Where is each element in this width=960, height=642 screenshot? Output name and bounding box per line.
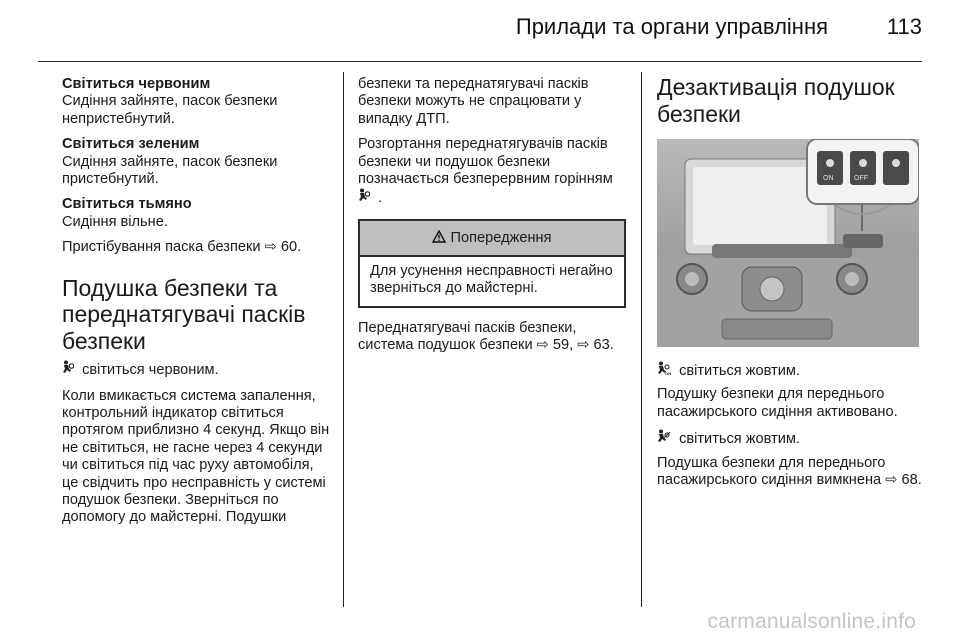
warning-box: [358, 219, 626, 308]
deploy-text: Розгортання переднатягувачів пасків безпеки чи подушок безпеки позначається безперервним горінням: [358, 136, 613, 188]
green-subheading: Світиться зеленим: [62, 136, 200, 153]
green-text: Сидіння зайняте, пасок безпеки пристебнутий.: [62, 153, 278, 188]
airbag-indicator-icon: [358, 190, 374, 206]
references-text: Переднатягувачі пасків безпеки, система подушок безпеки ⇨ 59, ⇨ 63.: [358, 319, 614, 354]
off-description: Подушка безпеки для переднього пасажирського сидіння вимкнена ⇨ 68.: [657, 454, 922, 489]
column-divider-1: [343, 72, 344, 607]
photo-off-label: OFF: [854, 175, 868, 182]
airbag-off-icon: [657, 431, 675, 447]
airbag-section-heading: Подушка безпеки та переднатягувачі пасків безпеки: [62, 274, 306, 354]
svg-text:ON: ON: [665, 371, 671, 375]
dim-text: Сидіння вільне.: [62, 213, 168, 230]
column-divider-2: [641, 72, 642, 607]
header-divider: [38, 61, 922, 62]
on-description: Подушку безпеки для переднього пасажирського сидіння активовано.: [657, 386, 898, 420]
warning-header: [360, 221, 624, 257]
column-3: [657, 74, 923, 489]
red-text: Сидіння зайняте, пасок безпеки непристебнутий.: [62, 93, 278, 127]
warning-triangle-icon: [432, 230, 450, 246]
column-2: безпеки та переднатягувачі пасків безпеки можуть не спрацювати у випадку ДТП. Розгортання переднатягувачів пасків безпеки чи подушок безпеки позначається безперервним горінням . Попередження Для усунення несправності негайно зверніться до майстерні. Переднатягувачі пасків безпеки, система подушок безпеки ⇨ 59, ⇨ 63.: [358, 76, 626, 354]
airbag-on-icon: [657, 363, 675, 379]
page-number: 113: [886, 14, 922, 39]
warning-text: Для усунення несправності негайно зверніться до майстерні.: [370, 262, 613, 297]
deactivation-heading: Дезактивація подушок безпеки: [657, 74, 895, 127]
column-1: [62, 76, 332, 527]
dashboard-photo: [657, 139, 919, 347]
buckling-reference: Пристібування паска безпеки ⇨ 60.: [62, 239, 302, 256]
dim-subheading: Світиться тьмяно: [62, 196, 192, 213]
page-title: Прилади та органи управління: [515, 14, 828, 39]
airbag-indicator-icon: [62, 362, 78, 378]
off-indicator-text: світиться жовтим.: [679, 431, 800, 448]
red-subheading: Світиться червоним: [62, 76, 211, 92]
photo-on-label: ON: [823, 175, 834, 182]
watermark: carmanualsonline.info: [707, 610, 916, 633]
airbag-body-text: Коли вмикається система запалення, контрольний індикатор світиться протягом приблизно 4 секунд. Якщо він не світиться, не гасне через 4 секунди чи світиться під час руху автомобіля, це свідчить про несправність у системі подушок безпеки. Зверніться по допомогу до майстерні. Подушки: [62, 387, 330, 526]
warning-title: Попередження: [450, 229, 552, 246]
indicator-text: світиться червоним.: [82, 362, 219, 379]
on-indicator-text: світиться жовтим.: [679, 363, 800, 379]
continuation-text: безпеки та переднатягувачі пасків безпеки можуть не спрацювати у випадку ДТП.: [358, 76, 589, 127]
